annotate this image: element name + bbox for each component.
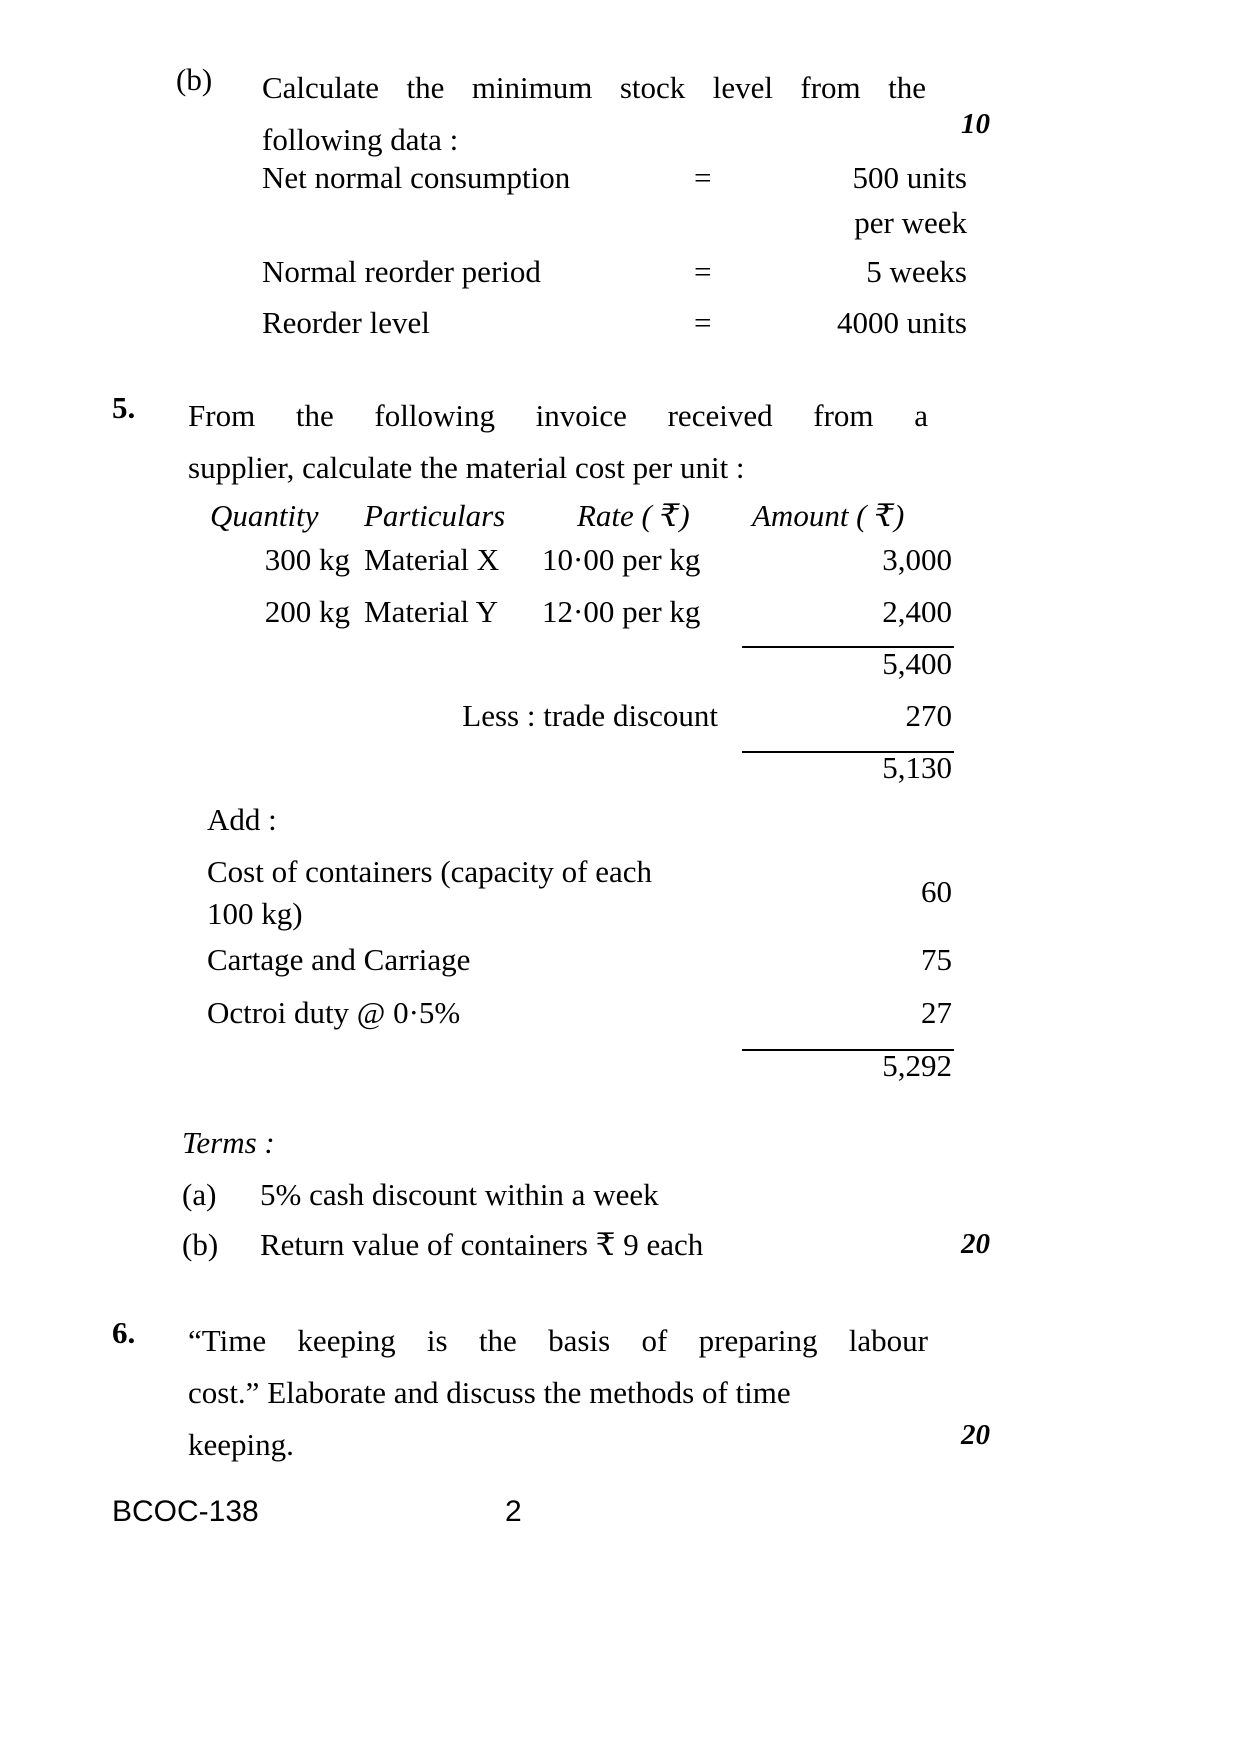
terms-item-b-marker: (b): [182, 1227, 219, 1262]
invoice-addition-row: [112, 995, 1112, 1048]
question-4b-text-line1: Calculate the minimum stock level from the: [262, 70, 926, 105]
invoice-addition-1-label-line1: Cost of containers (capacity of each: [207, 854, 653, 889]
invoice-addition-3-label-line1: Octroi duty @ 0·5%: [207, 995, 461, 1030]
invoice-grand-total-amount: 5,292: [882, 1048, 952, 1083]
invoice-row-2-particulars: Material Y: [364, 594, 498, 629]
invoice-less-discount-row: [112, 698, 1112, 750]
invoice-addition-3-amount: 27: [921, 995, 952, 1030]
invoice-table: [112, 498, 1112, 1100]
invoice-subtotal-row: [112, 646, 1112, 698]
invoice-table-row: [112, 542, 1112, 594]
question-6-text-line2: cost.” Elaborate and discuss the methods of time: [188, 1375, 791, 1410]
invoice-net-total-row: [112, 750, 1112, 802]
stock-data-row-2-equals: =: [694, 254, 712, 289]
question-5-text-line2: supplier, calculate the material cost per unit :: [188, 450, 745, 485]
invoice-addition-1-label-line2: 100 kg): [207, 896, 303, 931]
invoice-table-header: [112, 498, 1112, 542]
question-4b-label: (b): [176, 62, 213, 97]
invoice-header-quantity: Quantity: [210, 498, 319, 533]
question-6-marks: 20: [961, 1419, 990, 1451]
invoice-subtotal-amount: 5,400: [882, 646, 952, 681]
invoice-less-discount-label: Less : trade discount: [462, 698, 718, 733]
question-5-marks: 20: [961, 1228, 990, 1260]
invoice-addition-2-amount: 75: [921, 942, 952, 977]
invoice-header-particulars: Particulars: [364, 498, 506, 533]
question-6-text-line1: “Time keeping is the basis of preparing labour: [188, 1323, 928, 1358]
stock-data-row-2-name: Normal reorder period: [262, 254, 541, 289]
invoice-addition-row: [112, 854, 1112, 942]
footer-page-number: 2: [505, 1495, 522, 1528]
invoice-header-amount: Amount ( ₹): [752, 498, 905, 533]
stock-data-row-1-value2: per week: [854, 205, 967, 240]
question-5-text: [188, 390, 928, 494]
invoice-row-1-quantity: 300 kg: [264, 542, 350, 577]
stock-data-row-3-name: Reorder level: [262, 305, 430, 340]
invoice-net-total-amount: 5,130: [882, 750, 952, 785]
stock-data-row-3-value: 4000 units: [836, 305, 967, 340]
invoice-header-rate: Rate ( ₹): [577, 498, 690, 533]
question-5-text-line1: From the following invoice received from a: [188, 398, 928, 433]
invoice-row-1-particulars: Material X: [364, 542, 500, 577]
question-4b-text-line2: following data :: [262, 122, 459, 157]
terms-item-a-text: 5% cash discount within a week: [260, 1177, 659, 1212]
invoice-grand-total-row: [112, 1048, 1112, 1100]
invoice-row-2-amount: 2,400: [882, 594, 952, 629]
invoice-row-2-rate: 12·00 per kg: [542, 594, 701, 629]
terms-item: [182, 1177, 1042, 1227]
question-6-text: [188, 1315, 928, 1471]
invoice-row-2-quantity: 200 kg: [264, 594, 350, 629]
invoice-add-label: Add :: [207, 802, 277, 837]
terms-item-b-text: Return value of containers ₹ 9 each: [260, 1227, 704, 1262]
invoice-addition-2-label-line1: Cartage and Carriage: [207, 942, 471, 977]
terms-label: Terms :: [182, 1125, 275, 1160]
invoice-addition-1-amount: 60: [921, 874, 952, 909]
terms-item-a-marker: (a): [182, 1177, 217, 1212]
invoice-addition-row: [112, 942, 1112, 995]
invoice-table-row: [112, 594, 1112, 646]
stock-data-row-3-equals: =: [694, 305, 712, 340]
question-4b-marks: 10: [961, 108, 990, 140]
invoice-less-discount-amount: 270: [905, 698, 952, 733]
invoice-row-1-rate: 10·00 per kg: [542, 542, 701, 577]
question-6-number: 6.: [112, 1315, 136, 1350]
question-6-text-line3: keeping.: [188, 1427, 294, 1462]
question-5-number: 5.: [112, 390, 136, 425]
invoice-add-label-row: [112, 802, 1112, 854]
stock-data-row-1-name: Net normal consumption: [262, 160, 571, 195]
invoice-row-1-amount: 3,000: [882, 542, 952, 577]
footer-course-code: BCOC-138: [112, 1495, 259, 1528]
stock-data-row-1-equals: =: [694, 160, 712, 195]
stock-data-row-2-value: 5 weeks: [866, 254, 967, 289]
question-4b-text: [262, 62, 926, 166]
stock-data-row-1-value: 500 units: [852, 160, 967, 195]
